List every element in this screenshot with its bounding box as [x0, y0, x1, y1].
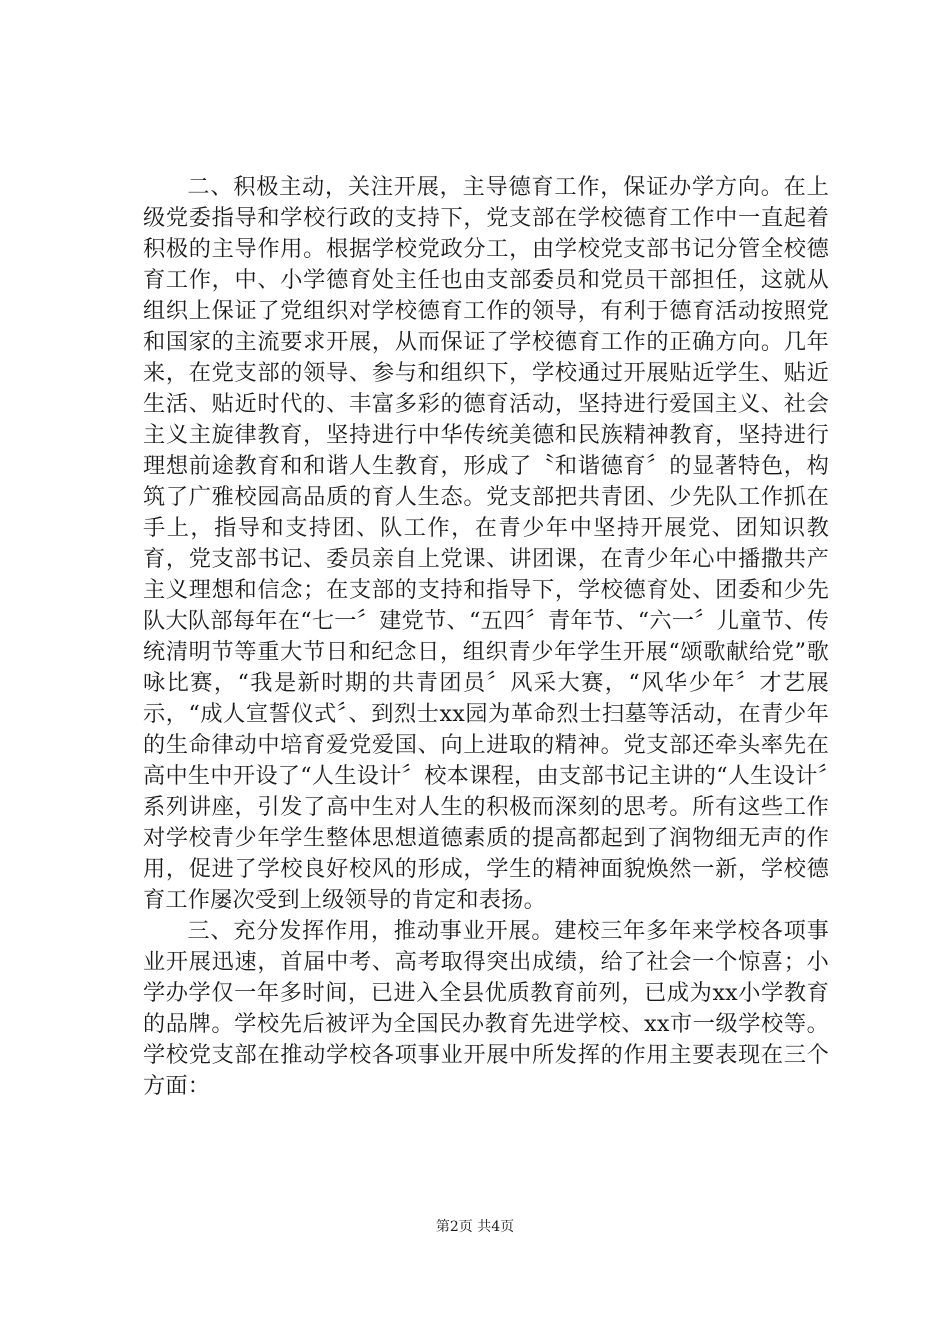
page-footer: 第2页 共4页 — [435, 1219, 515, 1235]
paragraph-career-development: 三、充分发挥作用，推动事业开展。建校三年多年来学校各项事业开展迅速，首届中考、高考取得突出成绩，给了社会一个惊喜；小学办学仅一年多时间，已进入全县优质教育前列，已成为xx小学教育的品牌。学校先后被评为全国民办教育先进学校、xx市一级学校等。学校党支部在推动学校各项事业开展中所发挥的作用主要表现在三个方面： — [143, 918, 829, 1099]
document-body — [143, 172, 829, 1102]
paragraph-moral-education: 二、积极主动，关注开展，主导德育工作，保证办学方向。在上级党委指导和学校行政的支持下，党支部在学校德育工作中一直起着积极的主导作用。根据学校党政分工，由学校党支部书记分管全校德育工作，中、小学德育处主任也由支部委员和党员干部担任，这就从组织上保证了党组织对学校德育工作的领导，有利于德育活动按照党和国家的主流要求开展，从而保证了学校德育工作的正确方向。几年来，在党支部的领导、参与和组织下，学校通过开展贴近学生、贴近生活、贴近时代的、丰富多彩的德育活动，坚持进行爱国主义、社会主义主旋律教育，坚持进行中华传统美德和民族精神教育，坚持进行理想前途教育和和谐人生教育，形成了〝和谐德育〞的显著特色，构筑了广雅校园高品质的育人生态。党支部把共青团、少先队工作抓在手上，指导和支持团、队工作，在青少年中坚持开展党、团知识教育，党支部书记、委员亲自上党课、讲团课，在青少年心中播撒共产主义理想和信念；在支部的支持和指导下，学校德育处、团委和少先队大队部每年在“七一〞建党节、“五四〞青年节、“六一〞儿童节、传统清明节等重大节日和纪念日，组织青少年学生开展“颂歌献给党”歌咏比赛，“我是新时期的共青团员〞风采大赛，“风华少年〞才艺展示，“成人宣誓仪式〞、到烈士xx园为革命烈士扫墓等活动，在青少年的生命律动中培育爱党爱国、向上进取的精神。党支部还牵头率先在高中生中开设了“人生设计〞校本课程，由支部书记主讲的“人生设计〞系列讲座，引发了高中生对人生的积极而深刻的思考。所有这些工作对学校青少年学生整体思想道德素质的提高都起到了润物细无声的作用，促进了学校良好校风的形成，学生的精神面貌焕然一新，学校德育工作屡次受到上级领导的肯定和表扬。 — [143, 174, 829, 913]
